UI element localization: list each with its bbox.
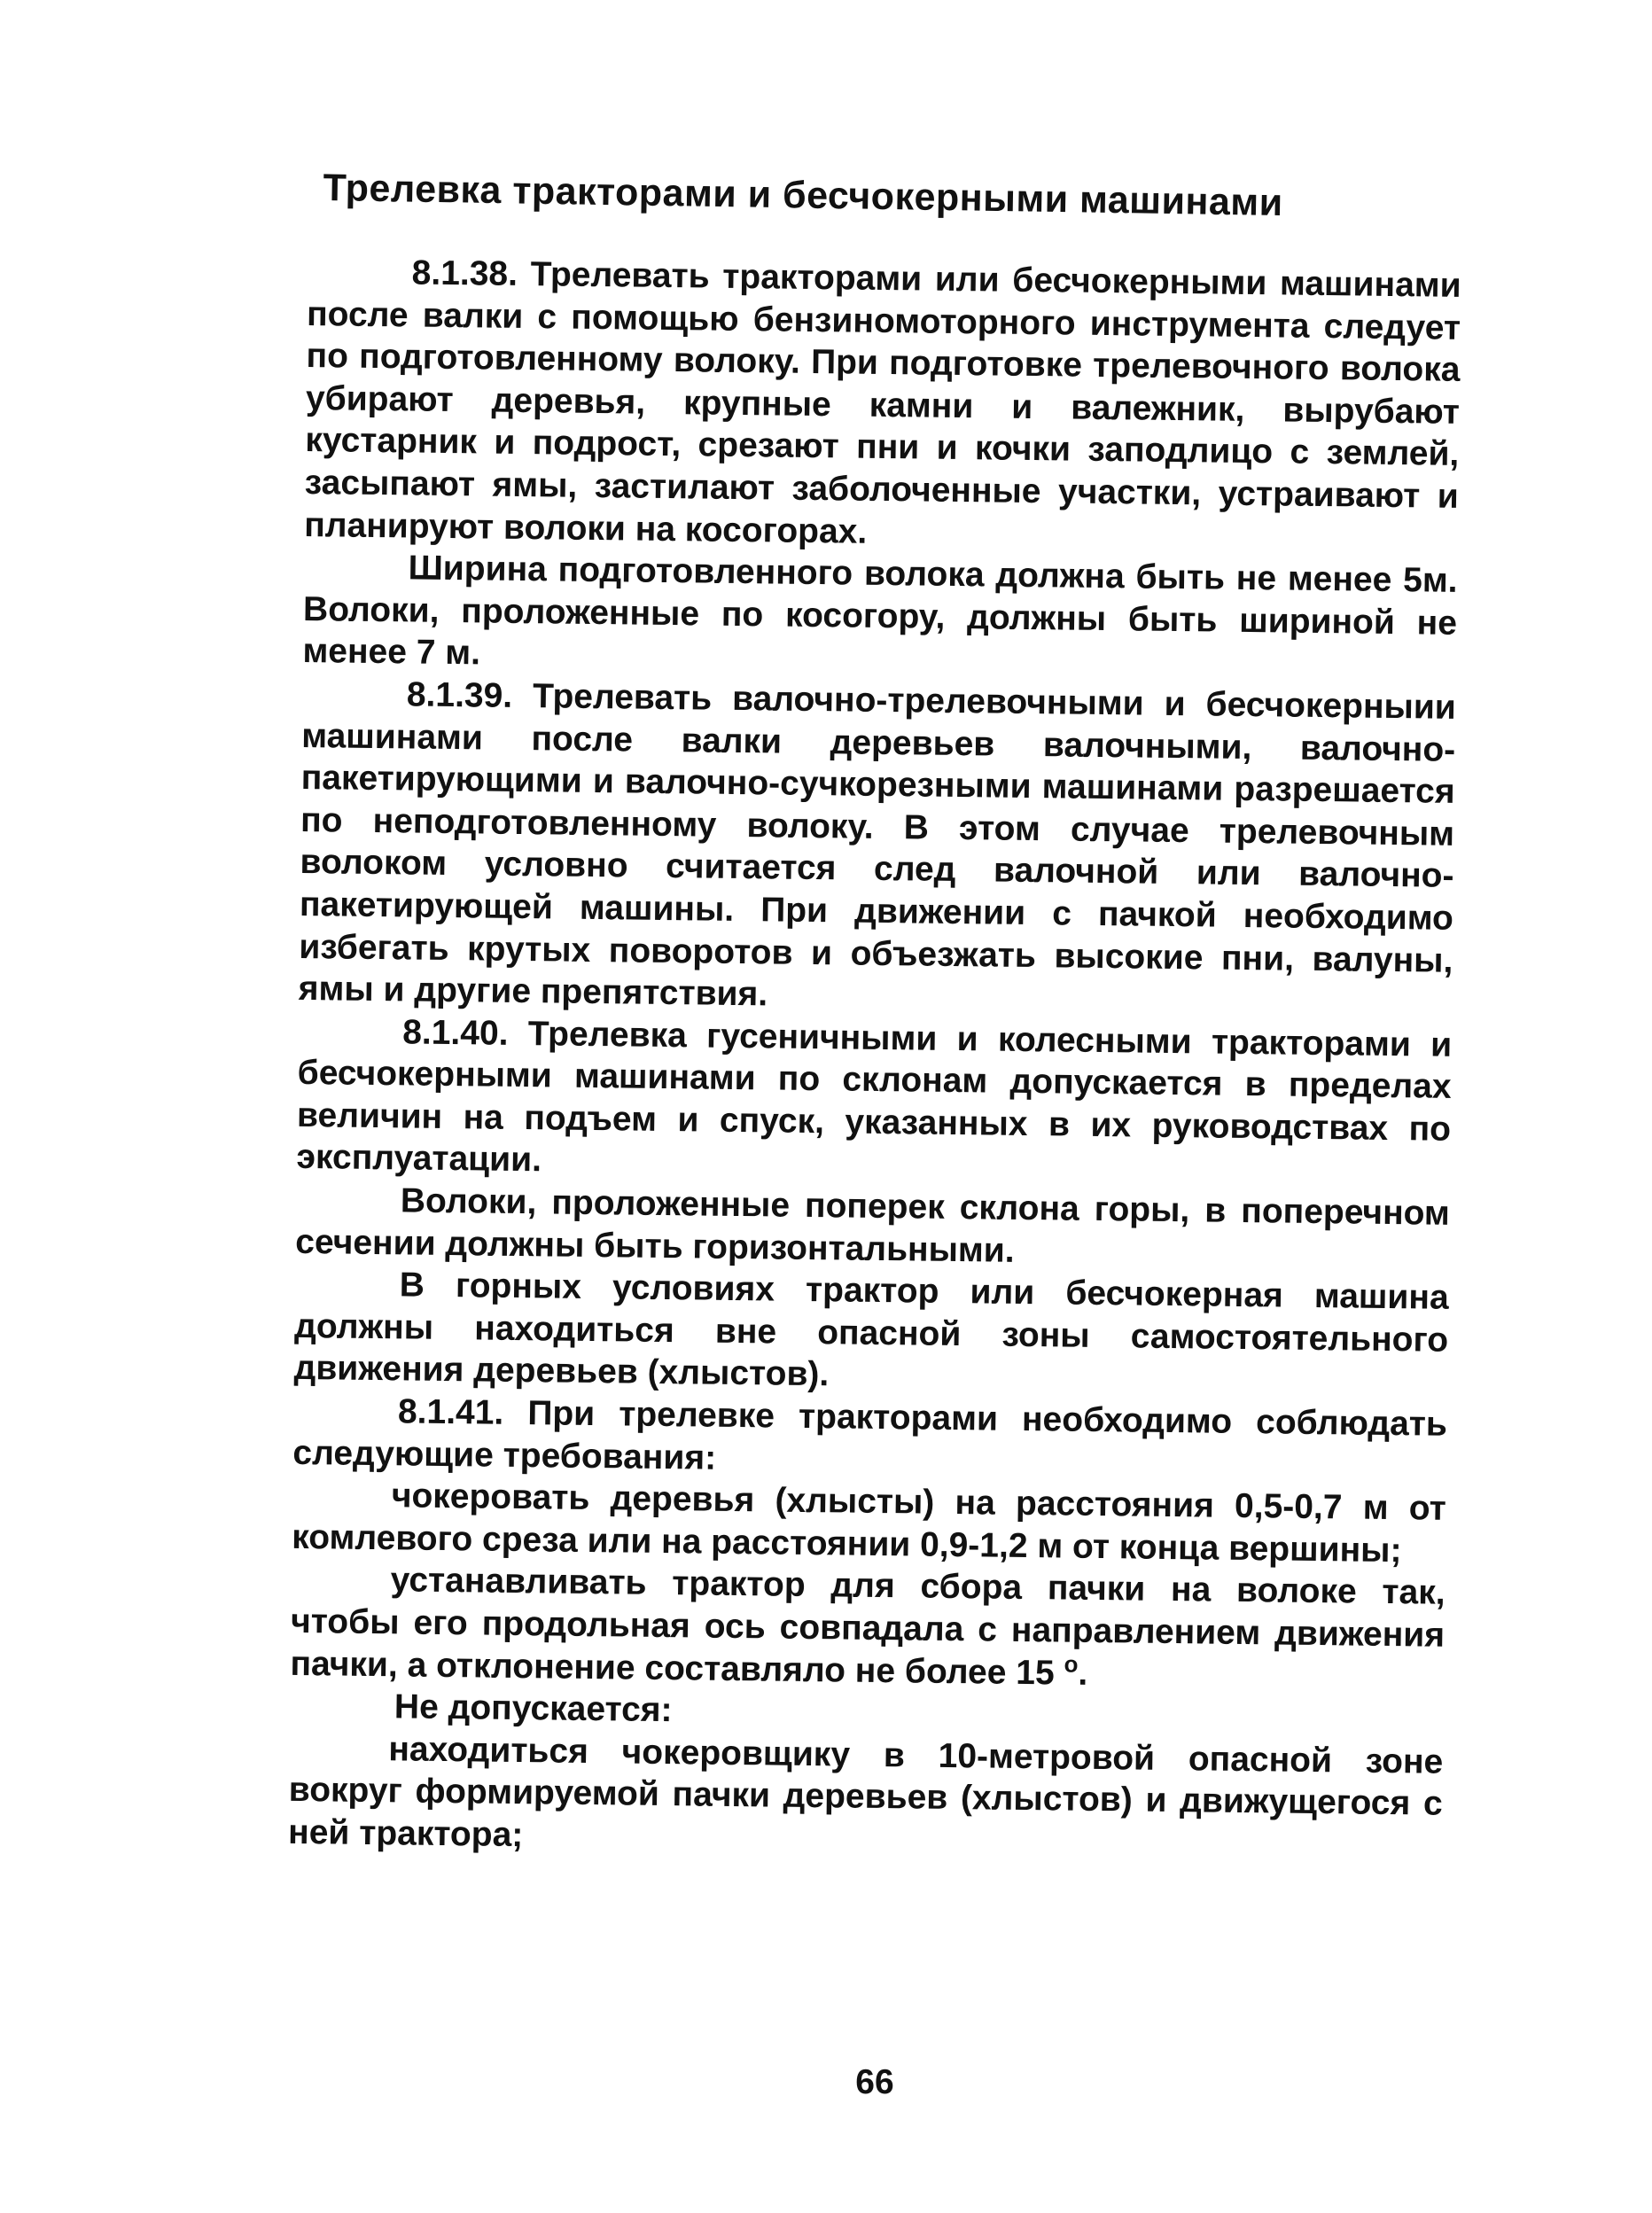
tractor-position-end: . bbox=[1078, 1654, 1088, 1693]
body-text bbox=[288, 251, 1461, 1867]
list-item-tractor-position bbox=[290, 1558, 1446, 1699]
paragraph-8-1-41: 8.1.41. При трелевке тракторами необходимо соблюдать следующие требования: bbox=[292, 1392, 1448, 1477]
paragraph-8-1-39: 8.1.39. Трелевать валочно-трелевочными и бесчокерныии машинами после валки деревьев валочными, валочно-пакетирующими и валочно-сучкорезными машинами разрешается по неподготовленному волоку. В этом случае трелевочным волоком условно считается след валочной или валочно-пакетирующей машины. При движении с пачкой необходимо избегать крутых поворотов и объезжать высокие пни, валуны, ямы и другие препятствия. bbox=[298, 675, 1457, 1014]
page-number: 66 bbox=[855, 2063, 894, 2101]
paragraph-8-1-40: 8.1.40. Трелевка гусеничными и колесными тракторами и бесчокерными машинами по склонам допускается в пределах величин на подъем и спуск, указанных в их руководствах по эксплуатации. bbox=[296, 1013, 1453, 1180]
paragraph-mountain-conditions: В горных условиях трактор или бесчокерная машина должны находиться вне опасной зоны самостоятельного движения деревьев (хлыстов). bbox=[293, 1266, 1449, 1394]
list-item-danger-zone: находиться чокеровщику в 10-метровой опасной зоне вокруг формируемой пачки деревьев (хлыстов) и движущегося с ней трактора; bbox=[287, 1730, 1444, 1855]
section-heading: Трелевка тракторами и бесчокерными машинами bbox=[323, 167, 1284, 225]
paragraph-slope-volok: Волоки, проложенные поперек склона горы, в поперечном сечении должны быть горизонтальными. bbox=[295, 1181, 1451, 1270]
paragraph-8-1-38: 8.1.38. Трелевать тракторами или бесчокерными машинами после валки с помощью бензиномоторного инструмента следует по подготовленному волоку. При подготовке трелевочного волока убирают деревья, крупные камни и валежник, вырубают кустарник и подрост, срезают пни и кочки заподлицо с землей, засыпают ямы, застилают заболоченные участки, устраивают и планируют волоки на косогорах. bbox=[303, 253, 1461, 551]
paragraph-volok-width: Ширина подготовленного волока должна быть не менее 5м. Волоки, проложенные по косогору, должны быть шириной не менее 7 м. bbox=[302, 549, 1458, 673]
tractor-position-text: устанавливать трактор для сбора пачки на волоке так, чтобы его продольная ось совпадала с направлением движения пачки, а отклонение составляло не более 15 bbox=[290, 1561, 1446, 1693]
degree-symbol: о bbox=[1064, 1650, 1079, 1678]
paragraph-not-allowed: Не допускается: bbox=[394, 1687, 673, 1730]
list-item-chokering: чокеровать деревья (хлысты) на расстояния 0,5-0,7 м от комлевого среза или на расстоянии 0,9-1,2 м от конца вершины; bbox=[292, 1477, 1447, 1570]
